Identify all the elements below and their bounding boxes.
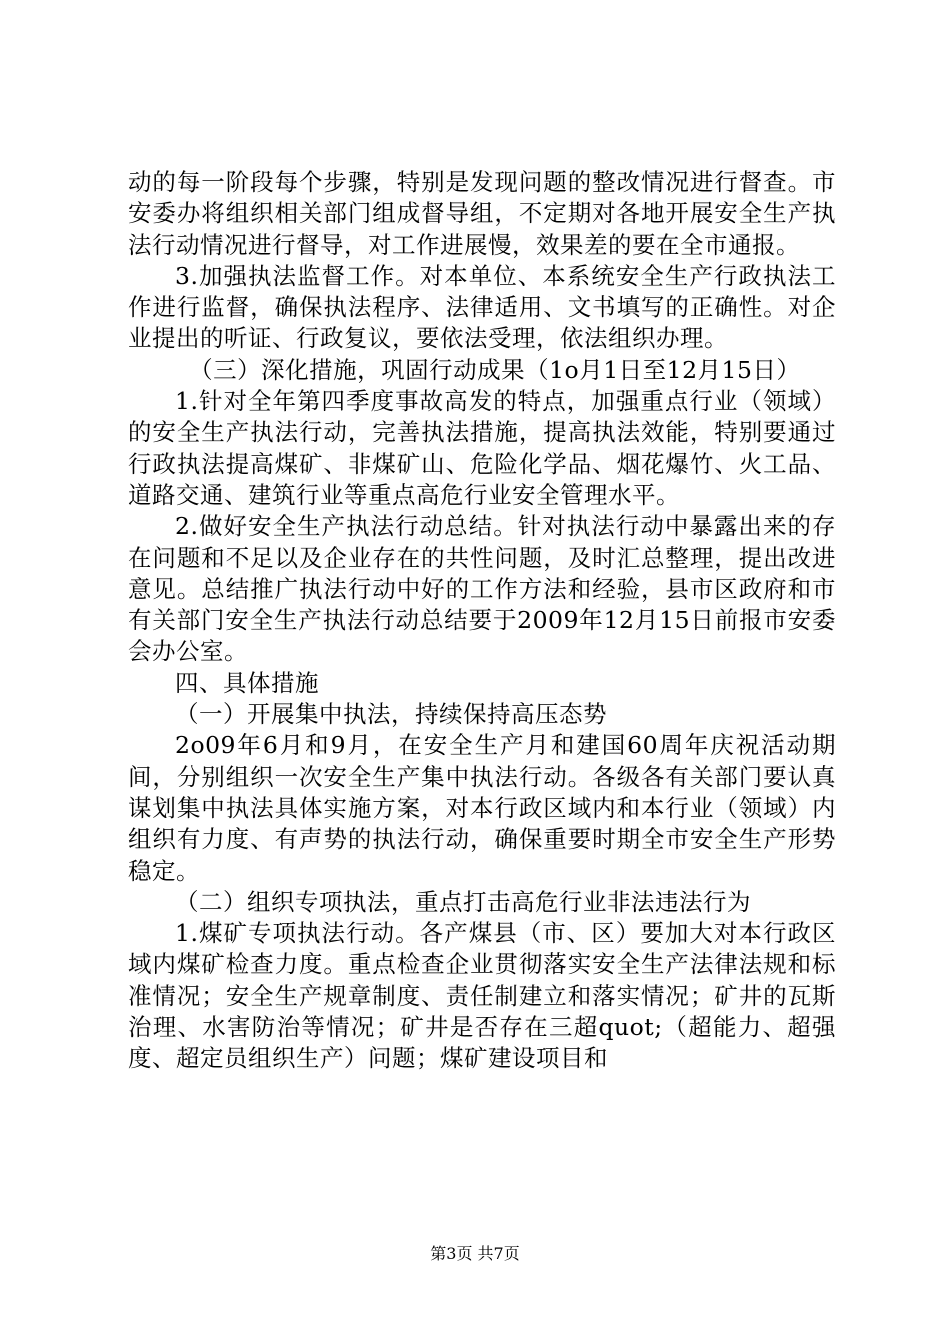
heading-centralized-enforcement: （一）开展集中执法，持续保持高压态势: [175, 700, 607, 729]
paragraph-summary: 2.做好安全生产执法行动总结。针对执法行动中暴露出来的存在问题和不足以及企业存在的共性问题，及时汇总整理，提出改进意见。总结推广执法行动中好的工作方法和经验，县市区政府和市有关部门安全生产执法行动总结要于2009年12月15日前报市安委会办公室。: [128, 512, 836, 666]
paragraph-fourth-quarter: 1.针对全年第四季度事故高发的特点，加强重点行业（领域）的安全生产执法行动，完善执法措施，提高执法效能，特别要通过行政执法提高煤矿、非煤矿山、危险化学品、烟花爆竹、火工品、道路交通、建筑行业等重点高危行业安全管理水平。: [128, 387, 836, 509]
paragraph-continued: 动的每一阶段每个步骤，特别是发现问题的整改情况进行督查。市安委办将组织相关部门组成督导组，不定期对各地开展安全生产执法行动情况进行督导，对工作进展慢，效果差的要在全市通报。: [128, 168, 836, 259]
paragraph-supervision: 3.加强执法监督工作。对本单位、本系统安全生产行政执法工作进行监督，确保执法程序、法律适用、文书填写的正确性。对企业提出的听证、行政复议，要依法受理，依法组织办理。: [128, 261, 836, 353]
document-body: [128, 167, 836, 1075]
heading-specific-measures: 四、具体措施: [175, 668, 319, 697]
heading-deepen-measures: （三）深化措施，巩固行动成果（1o月1日至12月15日）: [189, 355, 801, 384]
page-number-footer: 第3页 共7页: [430, 1244, 520, 1263]
paragraph-june-september: 2o09年6月和9月，在安全生产月和建国60周年庆祝活动期间，分别组织一次安全生产集中执法行动。各级各有关部门要认真谋划集中执法具体实施方案，对本行政区域内和本行业（领域）内组织有力度、有声势的执法行动，确保重要时期全市安全生产形势稳定。: [128, 731, 836, 885]
paragraph-coal-mine: 1.煤矿专项执法行动。各产煤县（市、区）要加大对本行政区域内煤矿检查力度。重点检查企业贯彻落实安全生产法律法规和标准情况；安全生产规章制度、责任制建立和落实情况；矿井的瓦斯治理、水害防治等情况；矿井是否存在三超quot;（超能力、超强度、超定员组织生产）问题；煤矿建设项目和: [128, 919, 836, 1073]
heading-special-enforcement: （二）组织专项执法，重点打击高危行业非法违法行为: [175, 887, 751, 916]
